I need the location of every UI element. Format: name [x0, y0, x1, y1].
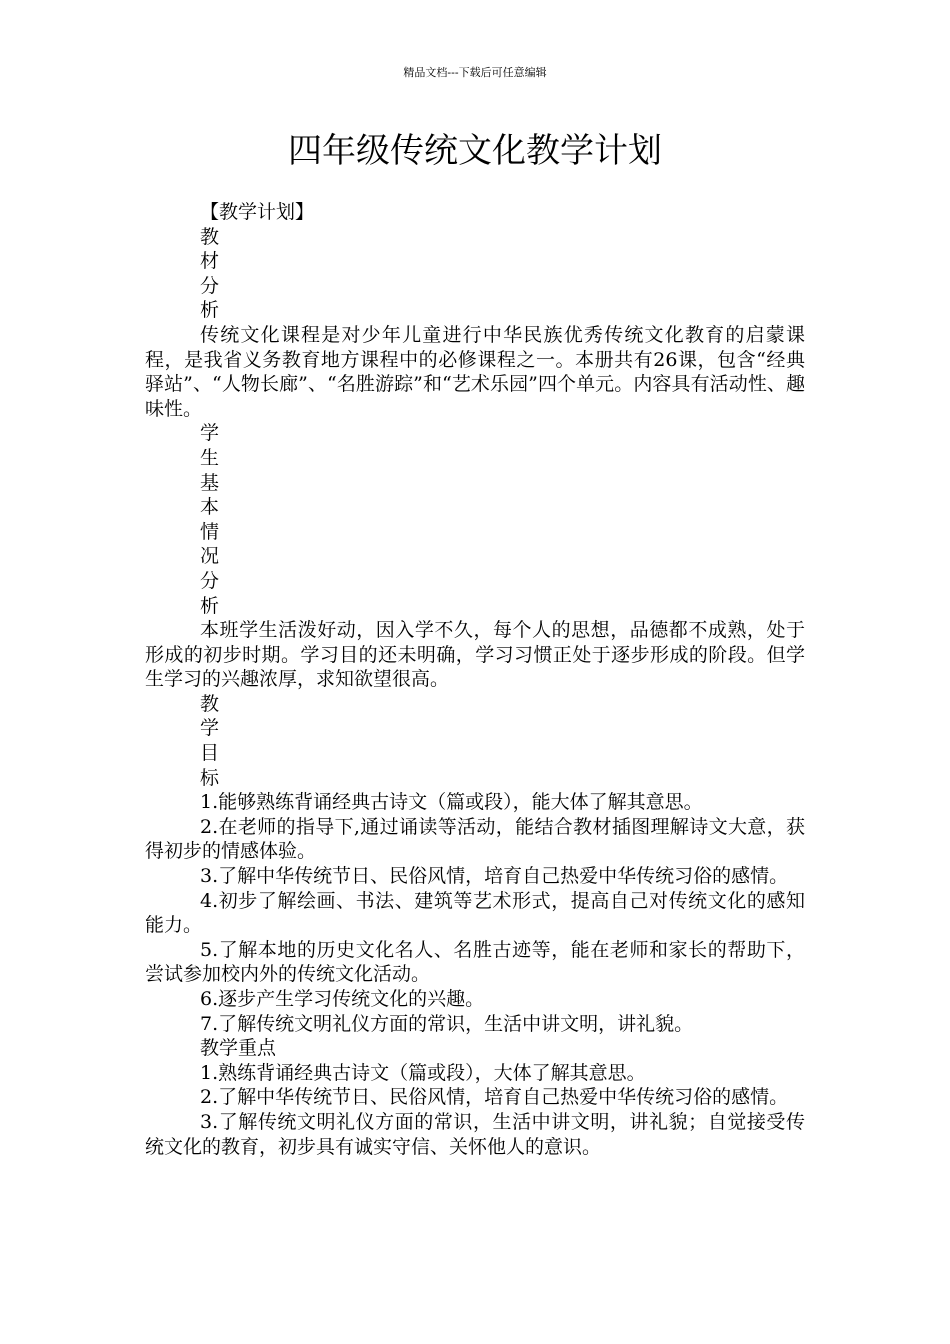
heading-char: 析	[200, 299, 220, 322]
goal-item: 2.在老师的指导下,通过诵读等活动，能结合教材插图理解诗文大意，获得初步的情感体验。	[145, 815, 805, 863]
heading-char: 分	[200, 274, 220, 297]
heading-char: 分	[200, 569, 220, 592]
heading-char: 标	[200, 766, 220, 789]
goal-item: 1.能够熟练背诵经典古诗文（篇或段），能大体了解其意思。	[200, 791, 703, 814]
goal-item: 4.初步了解绘画、书法、建筑等艺术形式，提高自己对传统文化的感知能力。	[145, 889, 805, 937]
focus-item: 2.了解中华传统节日、民俗风情，培育自己热爱中华传统习俗的感情。	[200, 1086, 789, 1109]
goal-item: 6.逐步产生学习传统文化的兴趣。	[200, 988, 485, 1010]
document-body	[145, 200, 805, 1159]
heading-teaching-focus: 教学重点	[200, 1037, 277, 1060]
paragraph-student-analysis: 本班学生活泼好动，因入学不久，每个人的思想，品德都不成熟，处于形成的初步时期。学习目的还未明确，学习习惯正处于逐步形成的阶段。但学生学习的兴趣浓厚，求知欲望很高。	[145, 619, 805, 691]
heading-char: 目	[200, 742, 220, 765]
heading-char: 材	[200, 250, 220, 273]
heading-char: 情	[200, 520, 220, 543]
heading-char: 本	[200, 496, 220, 519]
heading-textbook-analysis	[145, 225, 224, 323]
goal-item: 7.了解传统文明礼仪方面的常识，生活中讲文明，讲礼貌。	[200, 1012, 694, 1035]
document-title: 四年级传统文化教学计划	[288, 131, 662, 171]
paragraph-textbook-analysis: 传统文化课程是对少年儿童进行中华民族优秀传统文化教育的启蒙课程，是我省义务教育地方课程中的必修课程之一。本册共有26课，包含“经典驿站”、“人物长廊”、“名胜游踪”和“艺术乐园”四个单元。内容具有活动性、趣味性。	[145, 323, 805, 420]
section-label: 【教学计划】	[200, 201, 315, 223]
heading-char: 生	[200, 446, 220, 469]
heading-char: 教	[200, 225, 220, 248]
heading-char: 基	[200, 471, 220, 494]
heading-char: 况	[200, 545, 220, 568]
heading-char: 学	[200, 717, 220, 740]
goal-item: 5.了解本地的历史文化名人、名胜古迹等，能在老师和家长的帮助下，尝试参加校内外的传统文化活动。	[145, 938, 805, 986]
focus-item: 3.了解传统文明礼仪方面的常识，生活中讲文明，讲礼貌；自觉接受传统文化的教育，初步具有诚实守信、关怀他人的意识。	[145, 1110, 805, 1158]
focus-item: 1.熟练背诵经典古诗文（篇或段），大体了解其意思。	[200, 1061, 646, 1084]
heading-char: 学	[200, 422, 220, 445]
goal-item: 3.了解中华传统节日、民俗风情，培育自己热爱中华传统习俗的感情。	[200, 865, 789, 888]
heading-char: 析	[200, 594, 220, 617]
page-header: 精品文档---下载后可任意编辑	[403, 66, 547, 79]
heading-teaching-goals	[145, 692, 224, 790]
heading-student-analysis	[145, 421, 224, 618]
heading-char: 教	[200, 692, 220, 715]
